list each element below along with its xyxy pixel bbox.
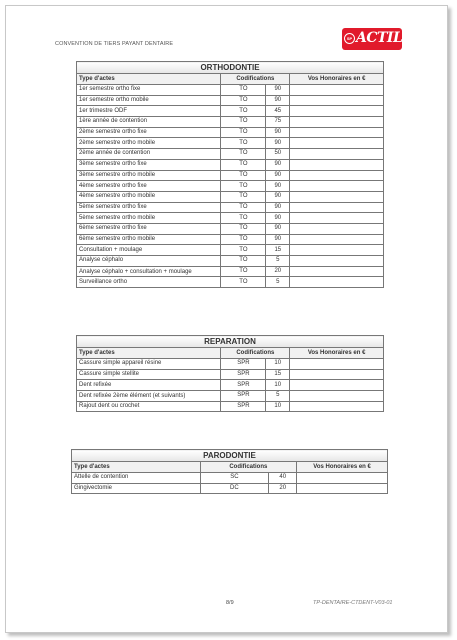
honoraires-cell: [290, 277, 384, 288]
table-row: [77, 95, 384, 106]
honoraires-cell: [290, 223, 384, 234]
codification-cell: TO: [221, 138, 266, 149]
table-row: [77, 223, 384, 234]
actil-logo: [342, 28, 402, 50]
act-type-cell: Surveillance ortho: [77, 277, 221, 288]
act-type-cell: Cassure simple stellite: [77, 369, 221, 380]
orthodontie-title: ORTHODONTIE: [77, 62, 384, 74]
col-codifications: Codifications: [200, 462, 297, 473]
codification-value-cell: 40: [269, 473, 297, 484]
codification-value-cell: 90: [266, 202, 290, 213]
honoraires-cell: [290, 106, 384, 117]
col-honoraires: Vos Honoraires en €: [290, 348, 384, 359]
table-row: [77, 245, 384, 256]
reparation-title: REPARATION: [77, 336, 384, 348]
honoraires-cell: [290, 181, 384, 192]
col-honoraires: Vos Honoraires en €: [297, 462, 388, 473]
act-type-cell: 5ème semestre ortho mobile: [77, 213, 221, 224]
act-type-cell: 6ème semestre ortho mobile: [77, 234, 221, 245]
table-row: [77, 380, 384, 391]
table-row: [72, 483, 388, 494]
honoraires-cell: [290, 234, 384, 245]
honoraires-cell: [290, 256, 384, 267]
codification-cell: TO: [221, 127, 266, 138]
codification-cell: SPR: [221, 369, 266, 380]
honoraires-cell: [290, 191, 384, 202]
codification-cell: TO: [221, 266, 266, 277]
document-header-title: CONVENTION DE TIERS PAYANT DENTAIRE: [55, 41, 174, 47]
act-type-cell: 2ème semestre ortho fixe: [77, 127, 221, 138]
table-row: [77, 266, 384, 277]
codification-value-cell: 15: [266, 245, 290, 256]
table-row: [77, 202, 384, 213]
act-type-cell: 2ème semestre ortho mobile: [77, 138, 221, 149]
codification-cell: TO: [221, 85, 266, 96]
table-row: [77, 85, 384, 96]
orthodontie-table: [76, 61, 384, 288]
honoraires-cell: [290, 380, 384, 391]
table-row: [72, 473, 388, 484]
codification-value-cell: 45: [266, 106, 290, 117]
table-row: [77, 159, 384, 170]
codification-value-cell: 90: [266, 223, 290, 234]
act-type-cell: 5ème semestre ortho fixe: [77, 202, 221, 213]
honoraires-cell: [290, 117, 384, 128]
codification-cell: TO: [221, 223, 266, 234]
act-type-cell: 2ème année de contention: [77, 149, 221, 160]
codification-cell: TO: [221, 149, 266, 160]
honoraires-cell: [297, 473, 388, 484]
codification-cell: SPR: [221, 359, 266, 370]
codification-cell: SPR: [221, 391, 266, 402]
codification-value-cell: 10: [266, 380, 290, 391]
col-codifications: Codifications: [221, 74, 290, 85]
codification-cell: TO: [221, 181, 266, 192]
honoraires-cell: [290, 213, 384, 224]
table-row: [77, 138, 384, 149]
codification-cell: TO: [221, 256, 266, 267]
act-type-cell: Consultation + moulage: [77, 245, 221, 256]
act-type-cell: 4ème semestre ortho fixe: [77, 181, 221, 192]
act-type-cell: Dent refixée 2ème élément (et suivants): [77, 391, 221, 402]
reparation-table: [76, 335, 384, 412]
parodontie-title: PARODONTIE: [72, 450, 388, 462]
logo-word: ACTIL: [356, 30, 403, 46]
codification-value-cell: 90: [266, 159, 290, 170]
codification-cell: SPR: [221, 401, 266, 412]
table-row: [77, 181, 384, 192]
act-type-cell: 1er semestre ortho mobile: [77, 95, 221, 106]
codification-value-cell: 50: [266, 149, 290, 160]
codification-value-cell: 15: [266, 369, 290, 380]
act-type-cell: Cassure simple appareil résine: [77, 359, 221, 370]
honoraires-cell: [290, 127, 384, 138]
honoraires-cell: [290, 245, 384, 256]
codification-cell: TO: [221, 191, 266, 202]
col-type-actes: Type d'actes: [72, 462, 201, 473]
codification-value-cell: 90: [266, 213, 290, 224]
col-honoraires: Vos Honoraires en €: [290, 74, 384, 85]
codification-value-cell: 90: [266, 181, 290, 192]
act-type-cell: 4ème semestre ortho mobile: [77, 191, 221, 202]
honoraires-cell: [290, 95, 384, 106]
table-row: [77, 127, 384, 138]
codification-cell: TO: [221, 277, 266, 288]
codification-value-cell: 20: [266, 266, 290, 277]
codification-value-cell: 90: [266, 170, 290, 181]
codification-value-cell: 20: [269, 483, 297, 494]
reparation-rows: [77, 359, 384, 412]
codification-cell: TO: [221, 106, 266, 117]
honoraires-cell: [290, 359, 384, 370]
act-type-cell: 1er trimestre ODF: [77, 106, 221, 117]
orthodontie-rows: [77, 85, 384, 288]
col-type-actes: Type d'actes: [77, 74, 221, 85]
codification-cell: SC: [200, 473, 269, 484]
codification-value-cell: 90: [266, 234, 290, 245]
codification-value-cell: 5: [266, 277, 290, 288]
honoraires-cell: [290, 149, 384, 160]
honoraires-cell: [290, 170, 384, 181]
honoraires-cell: [290, 401, 384, 412]
codification-value-cell: 90: [266, 191, 290, 202]
table-row: [77, 117, 384, 128]
codification-cell: TO: [221, 202, 266, 213]
logo-badge: SP: [344, 33, 355, 44]
act-type-cell: 3ème semestre ortho fixe: [77, 159, 221, 170]
honoraires-cell: [297, 483, 388, 494]
honoraires-cell: [290, 202, 384, 213]
table-row: [77, 369, 384, 380]
table-row: [77, 234, 384, 245]
codification-cell: TO: [221, 245, 266, 256]
codification-value-cell: 90: [266, 95, 290, 106]
table-row: [77, 391, 384, 402]
honoraires-cell: [290, 85, 384, 96]
honoraires-cell: [290, 159, 384, 170]
codification-cell: DC: [200, 483, 269, 494]
act-type-cell: 1er semestre ortho fixe: [77, 85, 221, 96]
table-row: [77, 256, 384, 267]
codification-cell: TO: [221, 213, 266, 224]
col-type-actes: Type d'actes: [77, 348, 221, 359]
codification-cell: TO: [221, 170, 266, 181]
document-reference: TP-DENTAIRE-CTDENT-V03-01: [313, 600, 393, 606]
table-row: [77, 191, 384, 202]
parodontie-rows: [72, 473, 388, 494]
act-type-cell: Rajout dent ou crochet: [77, 401, 221, 412]
act-type-cell: Gingivectomie: [72, 483, 201, 494]
act-type-cell: 6ème semestre ortho fixe: [77, 223, 221, 234]
act-type-cell: Analyse céphalo + consultation + moulage: [77, 266, 221, 277]
act-type-cell: 1ère année de contention: [77, 117, 221, 128]
act-type-cell: Analyse céphalo: [77, 256, 221, 267]
col-codifications: Codifications: [221, 348, 290, 359]
codification-cell: TO: [221, 95, 266, 106]
codification-cell: SPR: [221, 380, 266, 391]
table-row: [77, 359, 384, 370]
codification-value-cell: 75: [266, 117, 290, 128]
codification-cell: TO: [221, 234, 266, 245]
page-number: 8/9: [226, 600, 234, 606]
table-row: [77, 401, 384, 412]
honoraires-cell: [290, 369, 384, 380]
honoraires-cell: [290, 391, 384, 402]
codification-value-cell: 10: [266, 359, 290, 370]
codification-cell: TO: [221, 159, 266, 170]
table-row: [77, 149, 384, 160]
table-row: [77, 170, 384, 181]
codification-cell: TO: [221, 117, 266, 128]
codification-value-cell: 90: [266, 127, 290, 138]
table-row: [77, 277, 384, 288]
table-row: [77, 106, 384, 117]
honoraires-cell: [290, 138, 384, 149]
codification-value-cell: 90: [266, 85, 290, 96]
act-type-cell: Dent refixée: [77, 380, 221, 391]
parodontie-table: [71, 449, 388, 494]
codification-value-cell: 5: [266, 391, 290, 402]
act-type-cell: Attelle de contention: [72, 473, 201, 484]
table-row: [77, 213, 384, 224]
codification-value-cell: 90: [266, 138, 290, 149]
codification-value-cell: 5: [266, 256, 290, 267]
honoraires-cell: [290, 266, 384, 277]
act-type-cell: 3ème semestre ortho mobile: [77, 170, 221, 181]
codification-value-cell: 10: [266, 401, 290, 412]
